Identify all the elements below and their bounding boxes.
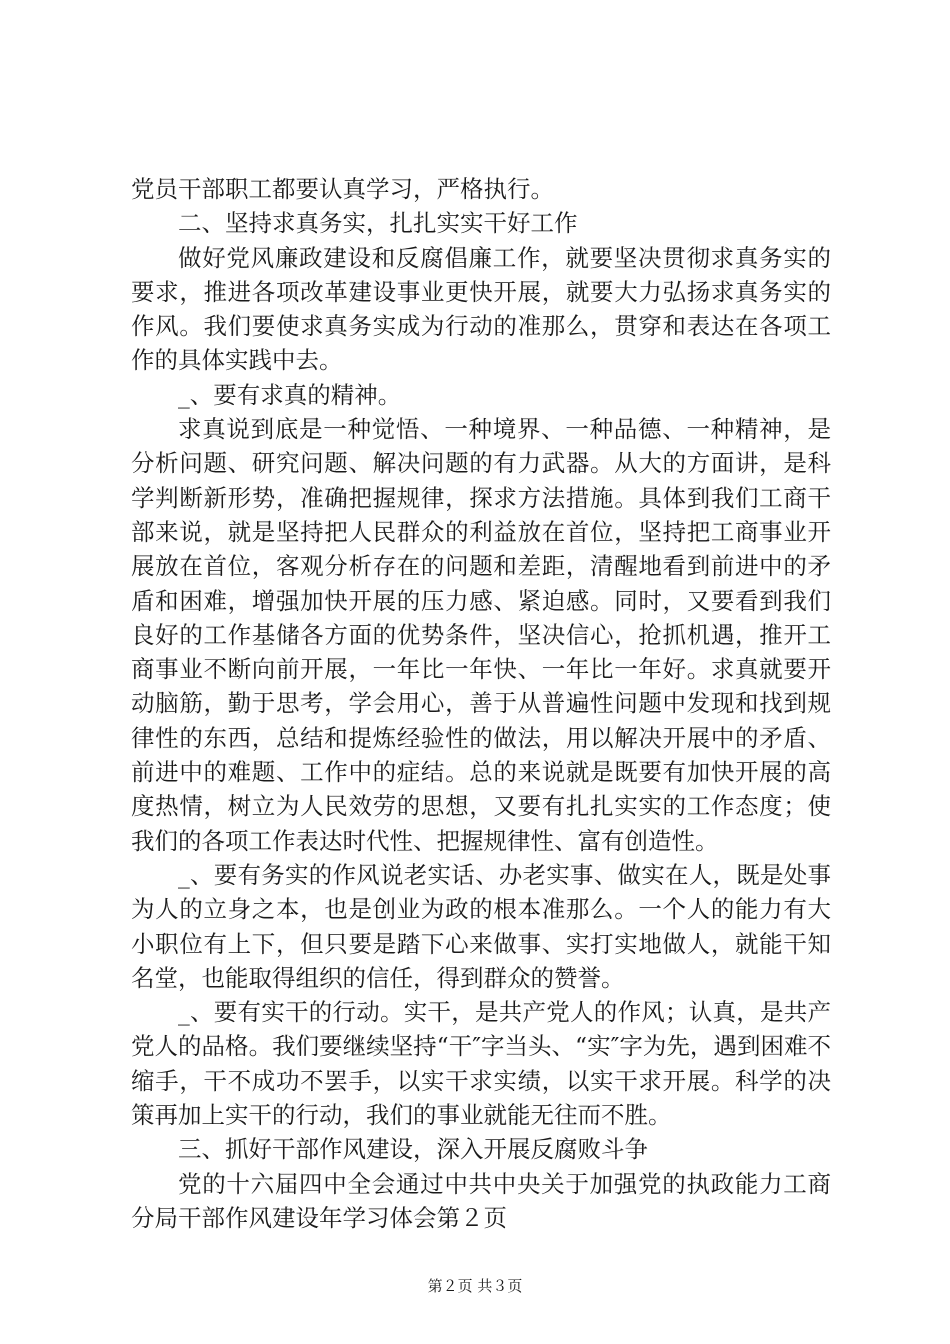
- paragraph: 求真说到底是一种觉悟、一种境界、一种品德、一种精神，是分析问题、研究问题、解决问题的有力武器。从大的方面讲，是科学判断新形势，准确把握规律，探求方法措施。具体到我们工商干部来说，就是坚持把人民群众的利益放在首位，坚持把工商事业开展放在首位，客观分析存在的问题和差距，清醒地看到前进中的矛盾和困难，增强加快开展的压力感、紧迫感。同时，又要看到我们良好的工作基储各方面的优势条件，坚决信心，抢抓机遇，推开工商事业不断向前开展，一年比一年快、一年比一年好。求真就要开动脑筋，勤于思考，学会用心，善于从普遍性问题中发现和找到规律性的东西，总结和提炼经验性的做法，用以解决开展中的矛盾、前进中的难题、工作中的症结。总的来说就是既要有加快开展的高度热情，树立为人民效劳的思想，又要有扎扎实实的工作态度；使我们的各项工作表达时代性、把握规律性、富有创造性。: [131, 415, 831, 855]
- document-body: [131, 172, 831, 1235]
- subheading: _、要有求真的精神。: [178, 380, 402, 409]
- paragraph-continuation: 党员干部职工都要认真学习，严格执行。: [131, 175, 554, 203]
- section-heading-3: 三、抓好干部作风建设，深入开展反腐败斗争: [178, 1135, 648, 1164]
- paragraph: _、要有实干的行动。实干，是共产党人的作风；认真，是共产党人的品格。我们要继续坚持“干″字当头、“实″字为先，遇到困难不缩手，干不成功不罢手，以实干求实绩，以实干求开展。科学的决策再加上实干的行动，我们的事业就能无往而不胜。: [131, 998, 831, 1130]
- page-footer: 第２页 共３页: [427, 1277, 523, 1295]
- paragraph: 党的十六届四中全会通过中共中央关于加强党的执政能力工商分局干部作风建设年学习体会第２页: [131, 1169, 831, 1232]
- section-heading-2: 二、坚持求真务实，扎扎实实干好工作: [178, 209, 578, 238]
- paragraph: _、要有务实的作风说老实话、办老实事、做实在人，既是处事为人的立身之本，也是创业为政的根本准那么。一个人的能力有大小职位有上下，但只要是踏下心来做事、实打实地做人，就能干知名堂，也能取得组织的信任，得到群众的赞誉。: [131, 860, 831, 992]
- paragraph: 做好党风廉政建设和反腐倡廉工作，就要坚决贯彻求真务实的要求，推进各项改革建设事业更快开展，就要大力弘扬求真务实的作风。我们要使求真务实成为行动的准那么，贯穿和表达在各项工作的具体实践中去。: [131, 243, 831, 375]
